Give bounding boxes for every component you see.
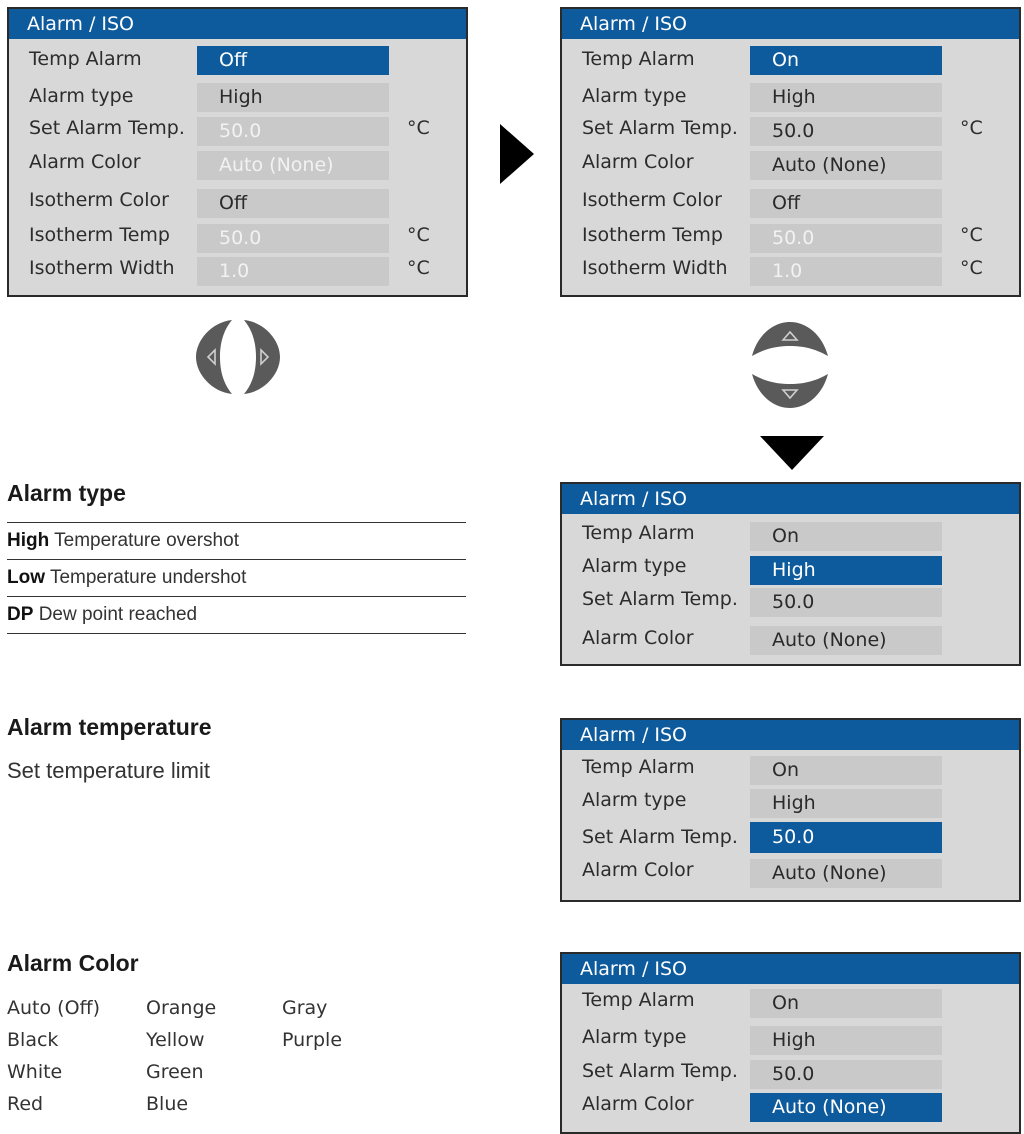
up-down-buttons-icon[interactable] xyxy=(748,318,832,412)
menu-panel-alarm-type-selected xyxy=(560,482,1021,666)
isotherm-temp-label: Isotherm Temp xyxy=(29,224,170,246)
arrow-right-icon xyxy=(500,124,534,184)
alarm-color-label: Alarm Color xyxy=(582,859,694,881)
alarm-color-value[interactable]: Auto (None) xyxy=(750,626,942,655)
alarm-color-label: Alarm Color xyxy=(582,627,694,649)
set-alarm-temp-label: Set Alarm Temp. xyxy=(29,117,185,139)
alarm-type-label: Alarm type xyxy=(582,555,687,577)
isotherm-width-value[interactable]: 1.0 xyxy=(197,257,389,286)
panel-title: Alarm / ISO xyxy=(562,484,1019,514)
temp-alarm-label: Temp Alarm xyxy=(29,48,142,70)
temp-alarm-value[interactable]: On xyxy=(750,522,942,551)
menu-panel-alarm-color-selected xyxy=(560,952,1021,1134)
temp-alarm-value[interactable]: Off xyxy=(197,46,389,75)
isotherm-color-label: Isotherm Color xyxy=(29,189,169,211)
color-option: Yellow xyxy=(146,1029,205,1051)
alarm-color-value[interactable]: Auto (None) xyxy=(197,151,389,180)
alarm-type-label: Alarm type xyxy=(582,789,687,811)
alarm-type-label: Alarm type xyxy=(29,85,134,107)
alarm-temperature-text: Set temperature limit xyxy=(7,758,210,783)
color-option: Orange xyxy=(146,997,217,1019)
temp-alarm-value[interactable]: On xyxy=(750,989,942,1018)
color-list-column-2 xyxy=(146,992,216,1120)
temp-alarm-label: Temp Alarm xyxy=(582,522,695,544)
desc: Temperature overshot xyxy=(54,530,239,551)
isotherm-color-value[interactable]: Off xyxy=(750,189,942,218)
unit-label: °C xyxy=(960,224,983,246)
color-option: Green xyxy=(146,1061,204,1083)
alarm-color-label: Alarm Color xyxy=(29,151,141,173)
unit-label: °C xyxy=(407,224,430,246)
color-option: Black xyxy=(7,1029,59,1051)
isotherm-width-label: Isotherm Width xyxy=(582,257,728,279)
color-option: Gray xyxy=(282,997,328,1019)
alarm-type-value[interactable]: High xyxy=(750,556,942,585)
panel-title: Alarm / ISO xyxy=(562,954,1019,984)
term: High xyxy=(7,530,50,551)
alarm-type-heading: Alarm type xyxy=(7,480,126,506)
color-option: Auto (Off) xyxy=(7,997,101,1019)
desc: Dew point reached xyxy=(38,604,198,625)
unit-label: °C xyxy=(407,257,430,279)
isotherm-temp-value[interactable]: 50.0 xyxy=(750,224,942,253)
alarm-color-value[interactable]: Auto (None) xyxy=(750,1093,942,1122)
panel-title: Alarm / ISO xyxy=(562,9,1019,39)
temp-alarm-label: Temp Alarm xyxy=(582,756,695,778)
set-alarm-temp-value[interactable]: 50.0 xyxy=(750,822,942,853)
alarm-type-value[interactable]: High xyxy=(750,789,942,818)
alarm-type-label: Alarm type xyxy=(582,85,687,107)
alarm-color-value[interactable]: Auto (None) xyxy=(750,151,942,180)
menu-panel-alarm-on xyxy=(560,7,1021,297)
color-option: Purple xyxy=(282,1029,343,1051)
term: Low xyxy=(7,567,45,588)
isotherm-temp-value[interactable]: 50.0 xyxy=(197,224,389,253)
desc: Temperature undershot xyxy=(49,567,247,588)
temp-alarm-value[interactable]: On xyxy=(750,46,942,75)
list-item xyxy=(7,560,466,597)
set-alarm-temp-label: Set Alarm Temp. xyxy=(582,117,738,139)
menu-panel-initial xyxy=(7,7,468,297)
alarm-temperature-heading: Alarm temperature xyxy=(7,714,212,740)
color-option: Red xyxy=(7,1093,44,1115)
temp-alarm-value[interactable]: On xyxy=(750,756,942,785)
isotherm-width-label: Isotherm Width xyxy=(29,257,175,279)
color-option: Blue xyxy=(146,1093,189,1115)
isotherm-temp-label: Isotherm Temp xyxy=(582,224,723,246)
set-alarm-temp-label: Set Alarm Temp. xyxy=(582,588,738,610)
isotherm-color-value[interactable]: Off xyxy=(197,189,389,218)
set-alarm-temp-value[interactable]: 50.0 xyxy=(750,588,942,617)
isotherm-width-value[interactable]: 1.0 xyxy=(750,257,942,286)
unit-label: °C xyxy=(960,257,983,279)
panel-title: Alarm / ISO xyxy=(9,9,466,39)
alarm-type-value[interactable]: High xyxy=(197,83,389,112)
set-alarm-temp-value[interactable]: 50.0 xyxy=(750,117,942,146)
alarm-type-label: Alarm type xyxy=(582,1026,687,1048)
color-option: White xyxy=(7,1061,63,1083)
left-right-buttons-icon[interactable] xyxy=(192,318,284,396)
set-alarm-temp-label: Set Alarm Temp. xyxy=(582,1060,738,1082)
unit-label: °C xyxy=(407,117,430,139)
alarm-color-label: Alarm Color xyxy=(582,1093,694,1115)
list-item xyxy=(7,597,466,633)
set-alarm-temp-label: Set Alarm Temp. xyxy=(582,826,738,848)
alarm-color-heading: Alarm Color xyxy=(7,950,139,976)
alarm-type-value[interactable]: High xyxy=(750,83,942,112)
alarm-type-list xyxy=(7,522,466,634)
alarm-color-value[interactable]: Auto (None) xyxy=(750,859,942,888)
isotherm-color-label: Isotherm Color xyxy=(582,189,722,211)
color-list-column-1 xyxy=(7,992,100,1120)
alarm-type-value[interactable]: High xyxy=(750,1026,942,1055)
temp-alarm-label: Temp Alarm xyxy=(582,48,695,70)
panel-title: Alarm / ISO xyxy=(562,720,1019,750)
arrow-down-icon xyxy=(760,436,824,470)
temp-alarm-label: Temp Alarm xyxy=(582,989,695,1011)
set-alarm-temp-value[interactable]: 50.0 xyxy=(750,1060,942,1089)
term: DP xyxy=(7,604,34,625)
color-list-column-3 xyxy=(282,992,342,1056)
set-alarm-temp-value[interactable]: 50.0 xyxy=(197,117,389,146)
unit-label: °C xyxy=(960,117,983,139)
alarm-color-label: Alarm Color xyxy=(582,151,694,173)
menu-panel-alarm-temp-selected xyxy=(560,718,1021,902)
list-item xyxy=(7,523,466,560)
